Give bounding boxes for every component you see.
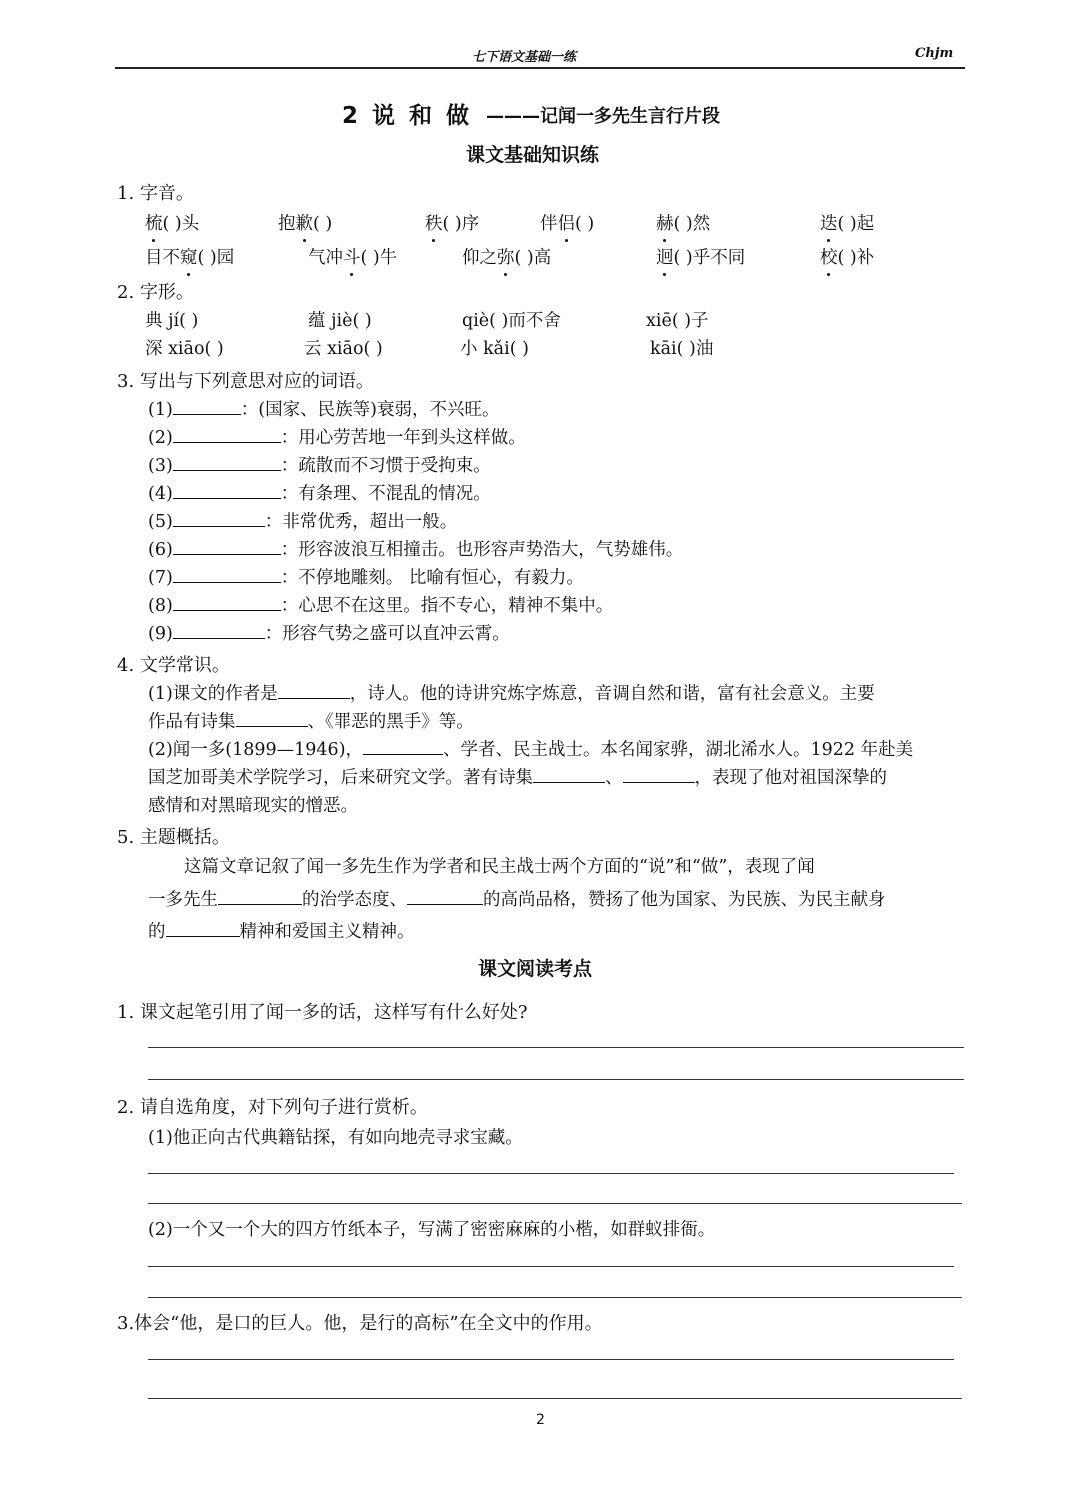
header-title: 七下语文基础一练 [472, 50, 577, 65]
page-number: 2 [536, 1412, 545, 1428]
q3-label: 3. 写出与下列意思对应的词语。 [117, 371, 374, 392]
section-heading-reading: 课文阅读考点 [478, 958, 593, 980]
definition-item: (3) ：疏散而不习惯于受拘束。 [148, 456, 491, 476]
glyph-item: 蕴 jiè( ) [308, 311, 372, 331]
answer-blank[interactable] [363, 739, 443, 755]
pinyin-item: 秩( )序 [425, 210, 479, 235]
glyph-item: 小 kǎi( ) [460, 339, 529, 359]
reading-q2-sentence1: (1)他正向古代典籍钻探，有如向地壳寻求宝藏。 [148, 1128, 523, 1148]
answer-blank[interactable] [173, 483, 281, 499]
answer-blank[interactable] [236, 711, 308, 727]
section-heading-basics: 课文基础知识练 [466, 144, 600, 166]
glyph-item: 典 jí( ) [145, 311, 199, 331]
definition-item: (8) ：心思不在这里。指不专心，精神不集中。 [148, 596, 614, 616]
lesson-subtitle: ———记闻一多先生言行片段 [486, 106, 720, 127]
pinyin-item: 目不窥( )园 [145, 244, 234, 269]
answer-blank[interactable] [533, 767, 605, 783]
answer-blank[interactable] [278, 683, 350, 699]
reading-q2-sentence2: (2)一个又一个大的四方竹纸本子，写满了密密麻麻的小楷，如群蚁排衙。 [148, 1220, 716, 1240]
definition-item: (1) ：(国家、民族等)衰弱，不兴旺。 [148, 400, 500, 420]
pinyin-item: 校( )补 [820, 244, 874, 269]
pinyin-item: 梳( )头 [145, 210, 199, 235]
theme-line: 这篇文章记叙了闻一多先生作为学者和民主战士两个方面的“说”和“做”，表现了闻 [184, 857, 815, 877]
glyph-item: 深 xiāo( ) [145, 339, 224, 359]
q4-label: 4. 文学常识。 [117, 655, 230, 676]
answer-line[interactable] [148, 1079, 964, 1080]
pinyin-item: 仰之弥( )高 [462, 244, 551, 269]
answer-blank[interactable] [218, 889, 302, 905]
answer-blank[interactable] [407, 889, 483, 905]
answer-line[interactable] [148, 1173, 954, 1174]
pinyin-item: 抱歉( ) [278, 210, 332, 235]
header-rule [115, 67, 965, 69]
answer-line[interactable] [148, 1398, 962, 1399]
answer-blank[interactable] [173, 455, 281, 471]
glyph-item: xiē( )子 [646, 311, 709, 331]
q1-label: 1. 字音。 [117, 183, 194, 204]
glyph-item: qiè( )而不舍 [462, 311, 561, 331]
literature-line: 感情和对黑暗现实的憎恶。 [148, 796, 358, 816]
theme-line: 一多先生 的治学态度、 的高尚品格，赞扬了他为国家、为民族、为民主献身 [148, 890, 886, 910]
answer-line[interactable] [148, 1266, 954, 1267]
header-author: Chjm [915, 46, 954, 61]
reading-q3: 3.体会“他，是口的巨人。他，是行的高标”在全文中的作用。 [117, 1313, 603, 1334]
q5-label: 5. 主题概括。 [117, 827, 230, 848]
literature-line: (1)课文的作者是 ，诗人。他的诗讲究炼字炼意，音调自然和谐，富有社会意义。主要 [148, 684, 875, 704]
pinyin-item: 迭( )起 [820, 210, 874, 235]
definition-item: (5) ：非常优秀，超出一般。 [148, 512, 458, 532]
answer-blank[interactable] [623, 767, 695, 783]
answer-blank[interactable] [173, 595, 281, 611]
pinyin-item: 迥( )乎不同 [656, 244, 745, 269]
answer-blank[interactable] [173, 623, 265, 639]
lesson-title: 2 说 和 做 [342, 103, 473, 129]
literature-line: (2)闻一多(1899—1946)， 、学者、民主战士。本名闻家骅，湖北浠水人。1922 年赴美 [148, 740, 914, 760]
theme-line: 的 精神和爱国主义精神。 [148, 922, 415, 942]
answer-blank[interactable] [173, 511, 265, 527]
answer-blank[interactable] [173, 539, 281, 555]
definition-item: (6) ：形容波浪互相撞击。也形容声势浩大，气势雄伟。 [148, 540, 684, 560]
reading-q2: 2. 请自选角度，对下列句子进行赏析。 [117, 1097, 428, 1118]
literature-line: 作品有诗集 、《罪恶的黑手》等。 [148, 712, 474, 732]
pinyin-item: 伴侣( ) [540, 210, 594, 235]
literature-line: 国芝加哥美术学院学习，后来研究文学。著有诗集 、 ，表现了他对祖国深挚的 [148, 768, 887, 788]
answer-blank[interactable] [173, 427, 281, 443]
answer-blank[interactable] [166, 921, 240, 937]
q2-label: 2. 字形。 [117, 282, 194, 303]
answer-blank[interactable] [173, 399, 241, 415]
pinyin-item: 赫( )然 [656, 210, 710, 235]
definition-item: (9) ：形容气势之盛可以直冲云霄。 [148, 624, 510, 644]
definition-item: (2) ：用心劳苦地一年到头这样做。 [148, 428, 526, 448]
answer-blank[interactable] [173, 567, 281, 583]
definition-item: (7) ：不停地雕刻。 比喻有恒心，有毅力。 [148, 568, 584, 588]
pinyin-item: 气冲斗( )牛 [308, 244, 397, 269]
definition-item: (4) ：有条理、不混乱的情况。 [148, 484, 491, 504]
glyph-item: 云 xiāo( ) [304, 339, 383, 359]
glyph-item: kāi( )油 [650, 339, 714, 359]
answer-line[interactable] [148, 1203, 962, 1204]
answer-line[interactable] [148, 1047, 964, 1048]
reading-q1: 1. 课文起笔引用了闻一多的话，这样写有什么好处? [117, 1002, 528, 1023]
answer-line[interactable] [148, 1297, 962, 1298]
answer-line[interactable] [148, 1359, 954, 1360]
